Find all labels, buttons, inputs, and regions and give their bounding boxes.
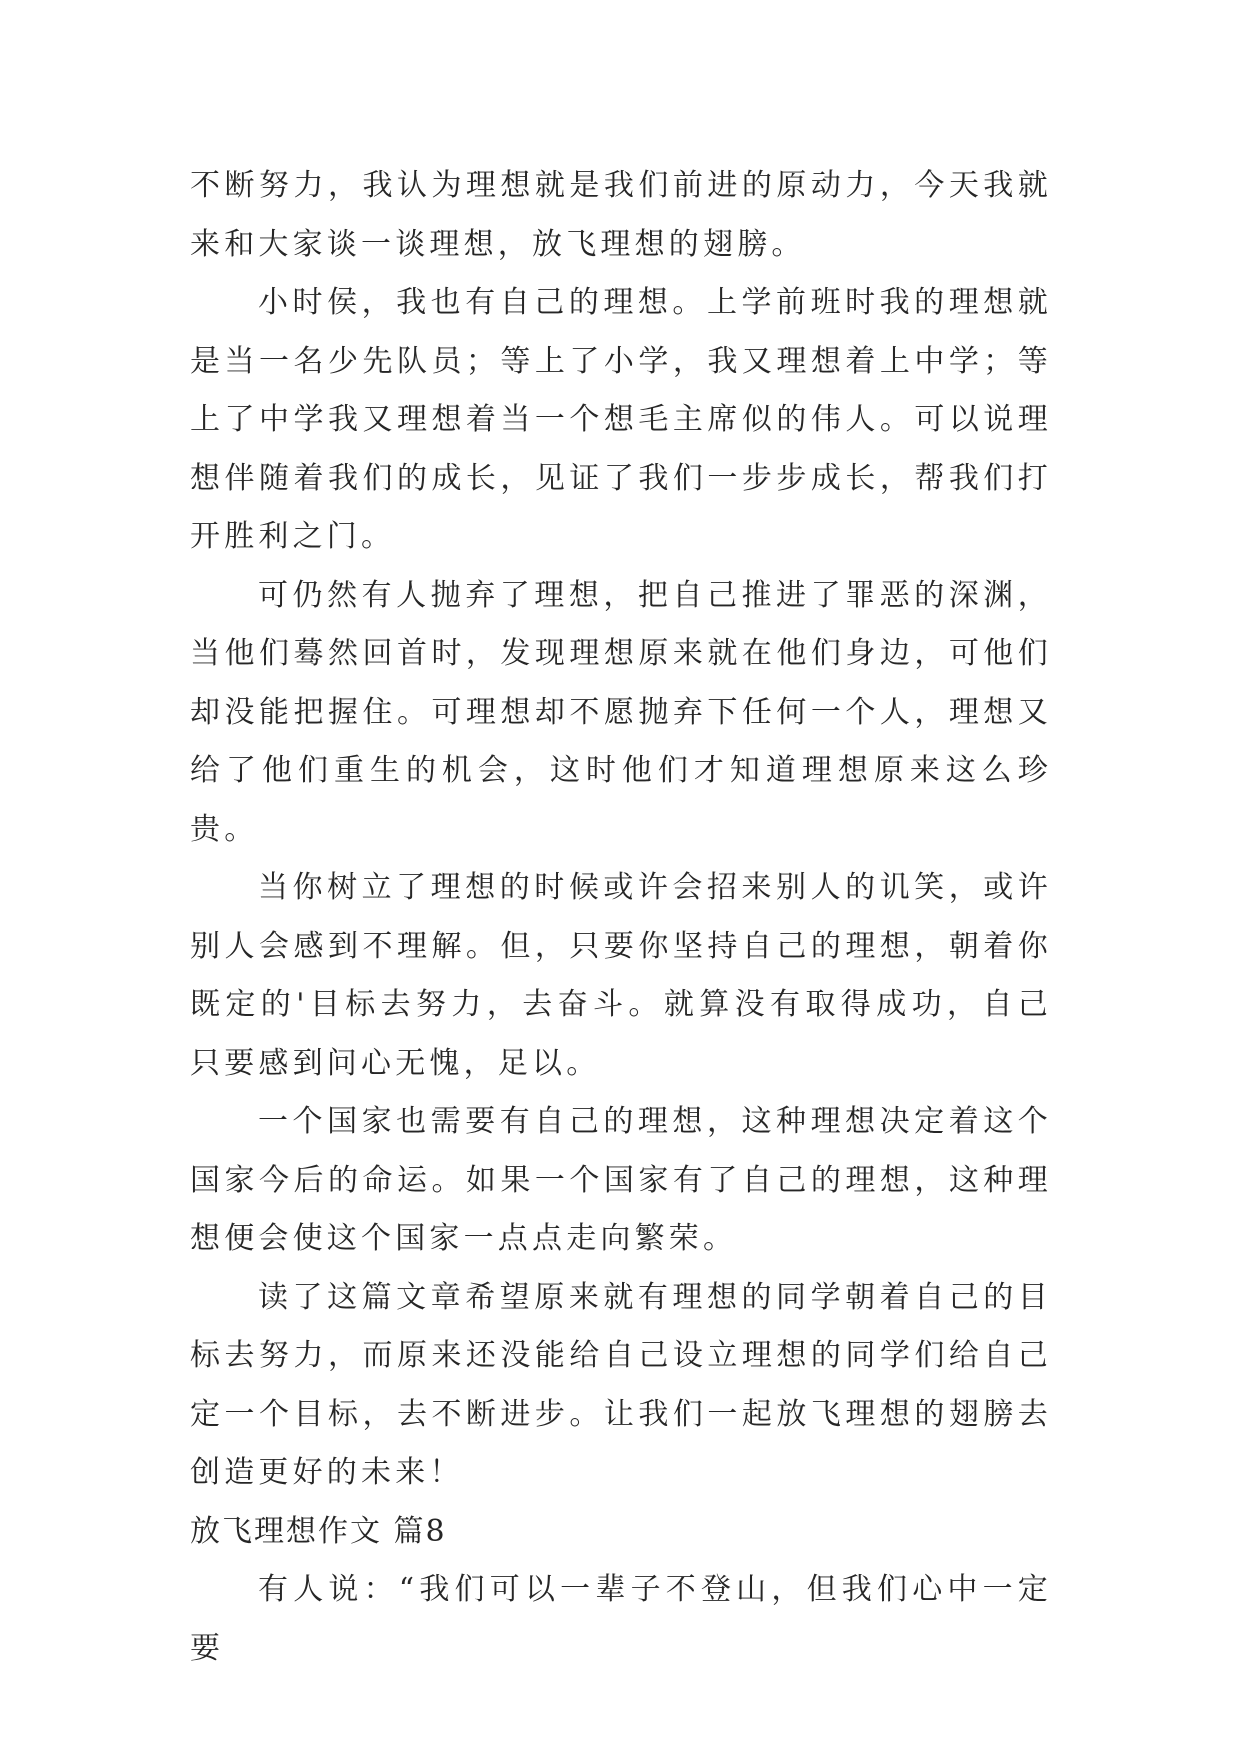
paragraph-6: 读了这篇文章希望原来就有理想的同学朝着自己的目标去努力，而原来还没能给自己设立理想的同学们给自己定一个目标，去不断进步。让我们一起放飞理想的翅膀去创造更好的未来！	[190, 1279, 1052, 1490]
document-body	[190, 157, 1052, 1678]
paragraph-1: 不断努力，我认为理想就是我们前进的原动力，今天我就来和大家谈一谈理想，放飞理想的翅膀。	[190, 168, 1052, 262]
paragraph-2: 小时侯，我也有自己的理想。上学前班时我的理想就是当一名少先队员；等上了小学，我又理想着上中学；等上了中学我又理想着当一个想毛主席似的伟人。可以说理想伴随着我们的成长，见证了我们一步步成长，帮我们打开胜利之门。	[190, 285, 1052, 554]
paragraph-3: 可仍然有人抛弃了理想，把自己推进了罪恶的深渊，当他们蓦然回首时，发现理想原来就在他们身边，可他们却没能把握住。可理想却不愿抛弃下任何一个人，理想又给了他们重生的机会，这时他们才知道理想原来这么珍贵。	[190, 577, 1052, 847]
paragraph-4: 当你树立了理想的时候或许会招来别人的讥笑，或许别人会感到不理解。但，只要你坚持自己的理想，朝着你既定的'目标去努力，去奋斗。就算没有取得成功，自己只要感到问心无愧，足以。	[190, 870, 1052, 1081]
paragraph-7: 有人说：“我们可以一辈子不登山，但我们心中一定要	[190, 1572, 1052, 1666]
paragraph-5: 一个国家也需要有自己的理想，这种理想决定着这个国家今后的命运。如果一个国家有了自己的理想，这种理想便会使这个国家一点点走向繁荣。	[190, 1104, 1052, 1256]
section-heading: 放飞理想作文 篇8	[190, 1513, 447, 1549]
